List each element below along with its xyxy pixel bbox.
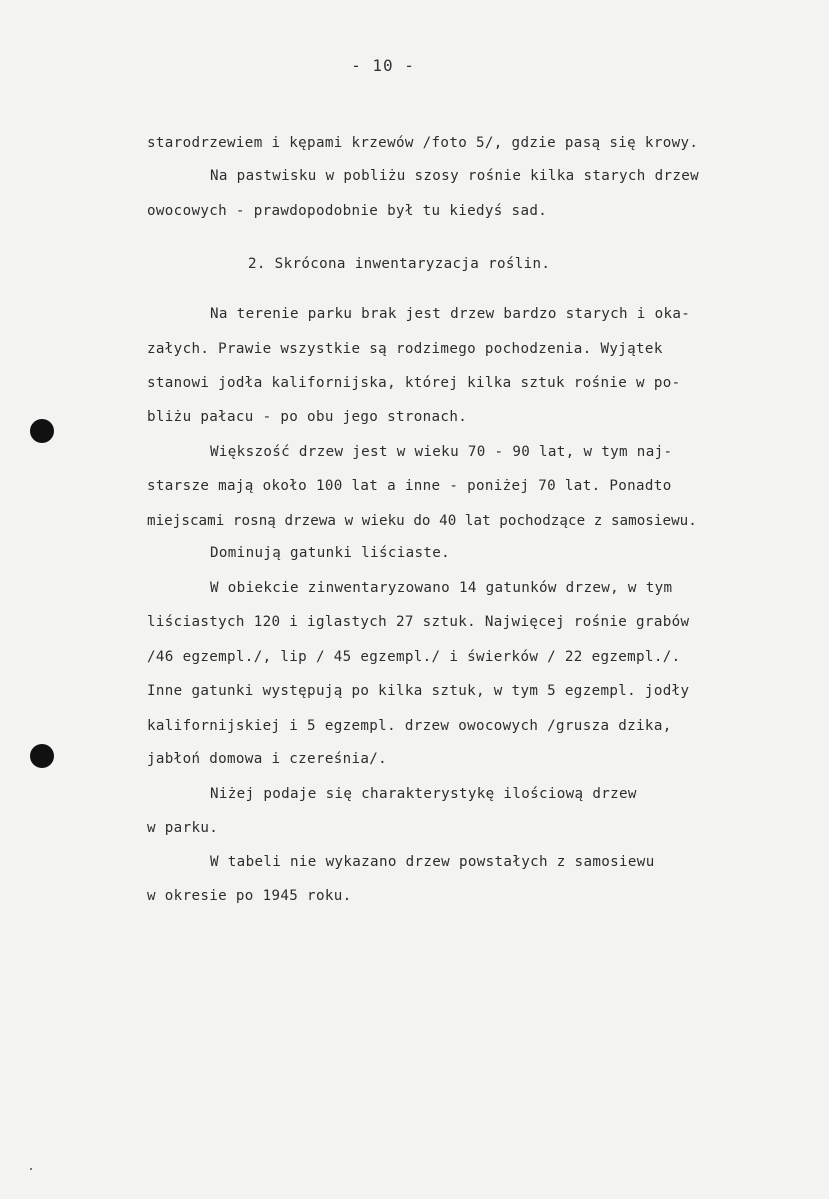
text-line: Większość drzew jest w wieku 70 - 90 lat, w tym naj-	[210, 444, 673, 460]
punch-hole-mark	[30, 744, 54, 768]
text-line: starsze mają około 100 lat a inne - poniżej 70 lat. Ponadto	[147, 478, 672, 494]
text-line: miejscami rosną drzewa w wieku do 40 lat pochodzące z samosiewu.	[147, 513, 697, 529]
text-line: Na terenie parku brak jest drzew bardzo starych i oka-	[210, 306, 691, 322]
punch-hole-mark	[30, 419, 54, 443]
text-line: w okresie po 1945 roku.	[147, 888, 352, 904]
text-line: W tabeli nie wykazano drzew powstałych z samosiewu	[210, 854, 655, 870]
text-line: /46 egzempl./, lip / 45 egzempl./ i świerków / 22 egzempl./.	[147, 649, 681, 665]
text-line: Na pastwisku w pobliżu szosy rośnie kilka starych drzew	[210, 168, 700, 184]
text-line: owocowych - prawdopodobnie był tu kiedyś sad.	[147, 203, 548, 219]
section-heading: 2. Skrócona inwentaryzacja roślin.	[248, 256, 551, 272]
text-line: załych. Prawie wszystkie są rodzimego pochodzenia. Wyjątek	[147, 341, 663, 357]
text-line: stanowi jodła kalifornijska, której kilka sztuk rośnie w po-	[147, 375, 681, 391]
text-line: Inne gatunki występują po kilka sztuk, w tym 5 egzempl. jodły	[147, 683, 690, 699]
paper-speck	[30, 1168, 32, 1170]
page-number: - 10 -	[351, 56, 415, 75]
text-line: starodrzewiem i kępami krzewów /foto 5/, gdzie pasą się krowy.	[147, 135, 699, 151]
text-line: jabłoń domowa i czereśnia/.	[147, 751, 388, 767]
text-line: Niżej podaje się charakterystykę ilościową drzew	[210, 786, 637, 802]
text-line: kalifornijskiej i 5 egzempl. drzew owocowych /grusza dzika,	[147, 718, 672, 734]
text-line: w parku.	[147, 820, 219, 836]
text-line: liściastych 120 i iglastych 27 sztuk. Najwięcej rośnie grabów	[147, 614, 690, 630]
text-line: bliżu pałacu - po obu jego stronach.	[147, 409, 468, 425]
text-line: Dominują gatunki liściaste.	[210, 545, 451, 561]
text-line: W obiekcie zinwentaryzowano 14 gatunków drzew, w tym	[210, 580, 673, 596]
